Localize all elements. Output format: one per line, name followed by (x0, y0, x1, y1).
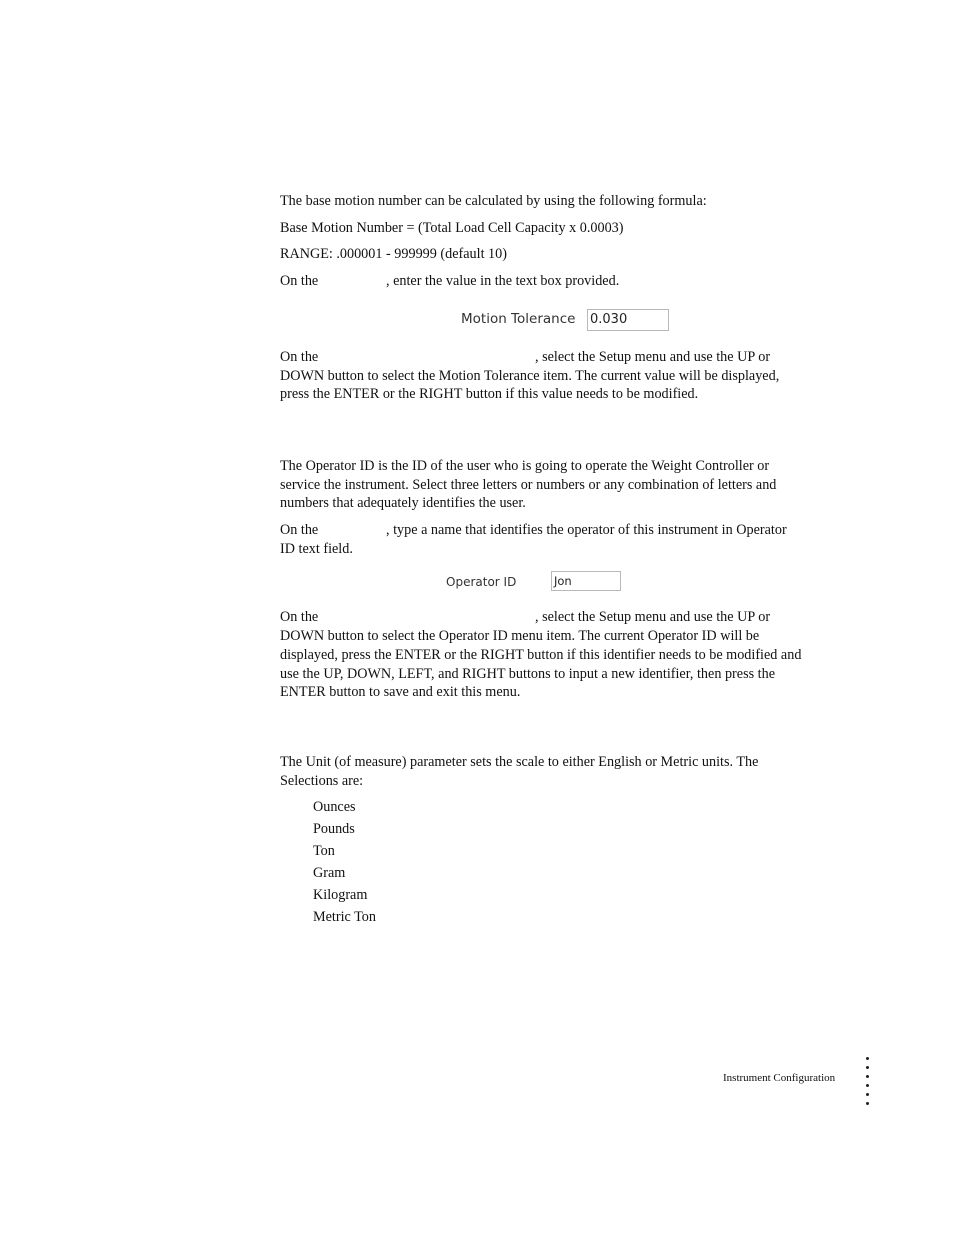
motion-front-line3: press the ENTER or the RIGHT button if this value needs to be modified. (280, 386, 699, 402)
footer-section-title: Instrument Configuration (723, 1072, 836, 1084)
motion-front-pre: On the (280, 349, 319, 365)
unit-option: Ton (313, 843, 335, 859)
unit-option: Gram (313, 865, 346, 881)
operator-intro-line3: numbers that adequately identifies the user. (280, 495, 526, 511)
operator-web-line1: , type a name that identifies the operator of this instrument in Operator (386, 522, 787, 538)
operator-id-label: Operator ID (446, 575, 517, 589)
base-motion-web-post: , enter the value in the text box provided. (386, 273, 620, 289)
operator-front-line5: ENTER button to save and exit this menu. (280, 684, 521, 700)
motion-tolerance-input[interactable]: 0.030 (587, 309, 669, 331)
operator-web-line2: ID text field. (280, 541, 353, 557)
operator-front-line3: displayed, press the ENTER or the RIGHT button if this identifier needs to be modified and (280, 647, 802, 663)
operator-front-pre: On the (280, 609, 319, 625)
base-motion-web-pre: On the (280, 273, 319, 289)
motion-front-line2: DOWN button to select the Motion Tolerance item. The current value will be displayed, (280, 368, 780, 384)
unit-intro-line2: Selections are: (280, 773, 364, 789)
unit-option: Kilogram (313, 887, 368, 903)
motion-front-line1: , select the Setup menu and use the UP or (535, 349, 771, 365)
base-motion-formula: Base Motion Number = (Total Load Cell Capacity x 0.0003) (280, 220, 624, 236)
operator-id-input[interactable]: Jon (551, 571, 621, 591)
motion-tolerance-label: Motion Tolerance (461, 311, 576, 327)
unit-option: Metric Ton (313, 909, 376, 925)
footer-dot-leader (866, 1057, 870, 1111)
base-motion-intro: The base motion number can be calculated by using the following formula: (280, 193, 707, 209)
operator-front-line2: DOWN button to select the Operator ID menu item. The current Operator ID will be (280, 628, 760, 644)
unit-intro-line1: The Unit (of measure) parameter sets the scale to either English or Metric units. The (280, 754, 759, 770)
operator-web-pre: On the (280, 522, 319, 538)
unit-option: Pounds (313, 821, 355, 837)
operator-intro-line1: The Operator ID is the ID of the user who is going to operate the Weight Controller or (280, 458, 770, 474)
unit-option: Ounces (313, 799, 356, 815)
operator-intro-line2: service the instrument. Select three letters or numbers or any combination of letters and (280, 477, 777, 493)
operator-front-line1: , select the Setup menu and use the UP or (535, 609, 771, 625)
base-motion-range: RANGE: .000001 - 999999 (default 10) (280, 246, 507, 262)
operator-front-line4: use the UP, DOWN, LEFT, and RIGHT buttons to input a new identifier, then press the (280, 666, 775, 682)
